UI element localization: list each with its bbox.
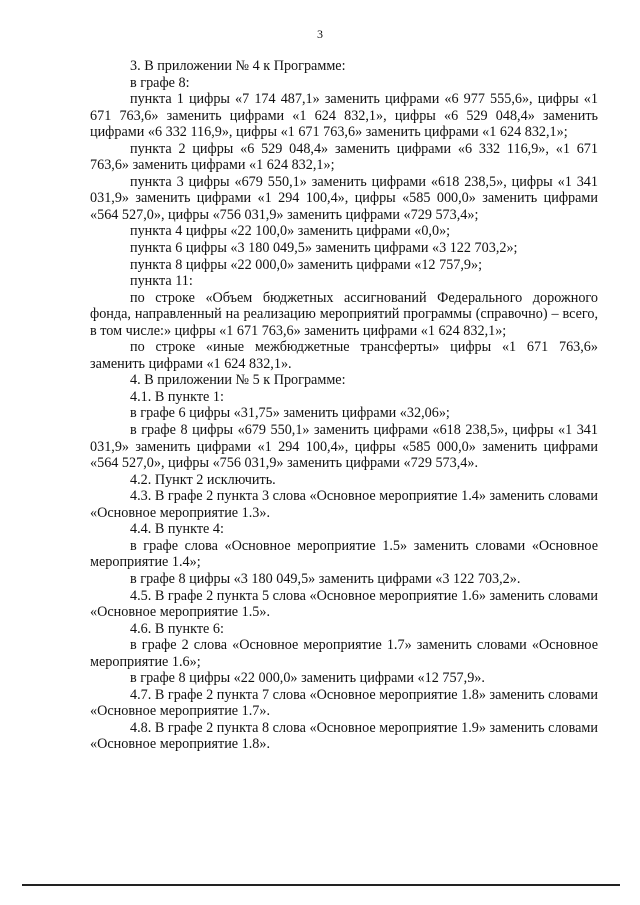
column-8-label: в графе 8: — [130, 74, 190, 91]
item-1-changes: пункта 1 цифры «7 174 487,1» заменить цифрами «6 977 555,6», цифры «1 671 763,6» заменить цифрами «1 624 832,1», цифры «6 529 048,4» заменить цифрами «6 332 116,9», цифры «1 671 763,6» заменить цифрами «1 624 832,1»; — [90, 91, 598, 141]
road-fund-line-change: по строке «Объем бюджетных ассигнований Федерального дорожного фонда, направленный на реализацию мероприятий программы (справочно) – всего, в том числе:» цифры «1 671 763,6» заменить цифрами «1 624 832,1»; — [90, 289, 598, 339]
subsection-4-1-col6: в графе 6 цифры «31,75» заменить цифрами «32,06»; — [130, 405, 450, 422]
item-11-label: пункта 11: — [130, 273, 193, 290]
subsection-4-4-words: в графе слова «Основное мероприятие 1.5» заменить словами «Основное мероприятие 1.4»; — [90, 537, 598, 571]
subsection-4-4-col8: в графе 8 цифры «3 180 049,5» заменить цифрами «3 122 703,2». — [130, 570, 521, 587]
page-number: 3 — [317, 27, 323, 41]
subsection-4-5: 4.5. В графе 2 пункта 5 слова «Основное мероприятие 1.6» заменить словами «Основное мероприятие 1.5». — [90, 587, 598, 621]
section-3-heading: 3. В приложении № 4 к Программе: — [130, 58, 346, 74]
subsection-4-7: 4.7. В графе 2 пункта 7 слова «Основное мероприятие 1.8» заменить словами «Основное мероприятие 1.7». — [90, 686, 598, 720]
subsection-4-8: 4.8. В графе 2 пункта 8 слова «Основное мероприятие 1.9» заменить словами «Основное мероприятие 1.8». — [90, 719, 598, 753]
subsection-4-6-words: в графе 2 слова «Основное мероприятие 1.7» заменить словами «Основное мероприятие 1.6»; — [90, 637, 598, 670]
section-4-heading: 4. В приложении № 5 к Программе: — [130, 372, 346, 389]
item-8-changes: пункта 8 цифры «22 000,0» заменить цифрами «12 757,9»; — [130, 256, 483, 273]
subsection-4-1: 4.1. В пункте 1: — [130, 388, 224, 405]
document-body — [90, 58, 598, 753]
subsection-4-3: 4.3. В графе 2 пункта 3 слова «Основное мероприятие 1.4» заменить словами «Основное мероприятие 1.3». — [90, 488, 598, 521]
item-4-changes: пункта 4 цифры «22 100,0» заменить цифрами «0,0»; — [130, 223, 451, 240]
subsection-4-6-col8: в графе 8 цифры «22 000,0» заменить цифрами «12 757,9». — [130, 670, 485, 687]
item-6-changes: пункта 6 цифры «3 180 049,5» заменить цифрами «3 122 703,2»; — [130, 240, 518, 257]
item-3-changes: пункта 3 цифры «679 550,1» заменить цифрами «618 238,5», цифры «1 341 031,9» заменить цифрами «1 294 100,4», цифры «585 000,0» заменить цифрами «564 527,0», цифры «756 031,9» заменить цифрами «729 573,4»; — [90, 173, 598, 223]
subsection-4-4: 4.4. В пункте 4: — [130, 521, 224, 538]
subsection-4-1-col8: в графе 8 цифры «679 550,1» заменить цифрами «618 238,5», цифры «1 341 031,9» заменить цифрами «1 294 100,4», цифры «585 000,0» заменить цифрами «564 527,0», цифры «756 031,9» заменить цифрами «729 573,4». — [90, 422, 598, 472]
subsection-4-2: 4.2. Пункт 2 исключить. — [130, 471, 276, 488]
item-2-changes: пункта 2 цифры «6 529 048,4» заменить цифрами «6 332 116,9», «1 671 763,6» заменить цифрами «1 624 832,1»; — [90, 140, 598, 174]
transfers-line-change: по строке «иные межбюджетные трансферты» цифры «1 671 763,6» заменить цифрами «1 624 832,1». — [90, 339, 598, 372]
page-bottom-rule — [22, 884, 620, 886]
subsection-4-6: 4.6. В пункте 6: — [130, 620, 224, 637]
